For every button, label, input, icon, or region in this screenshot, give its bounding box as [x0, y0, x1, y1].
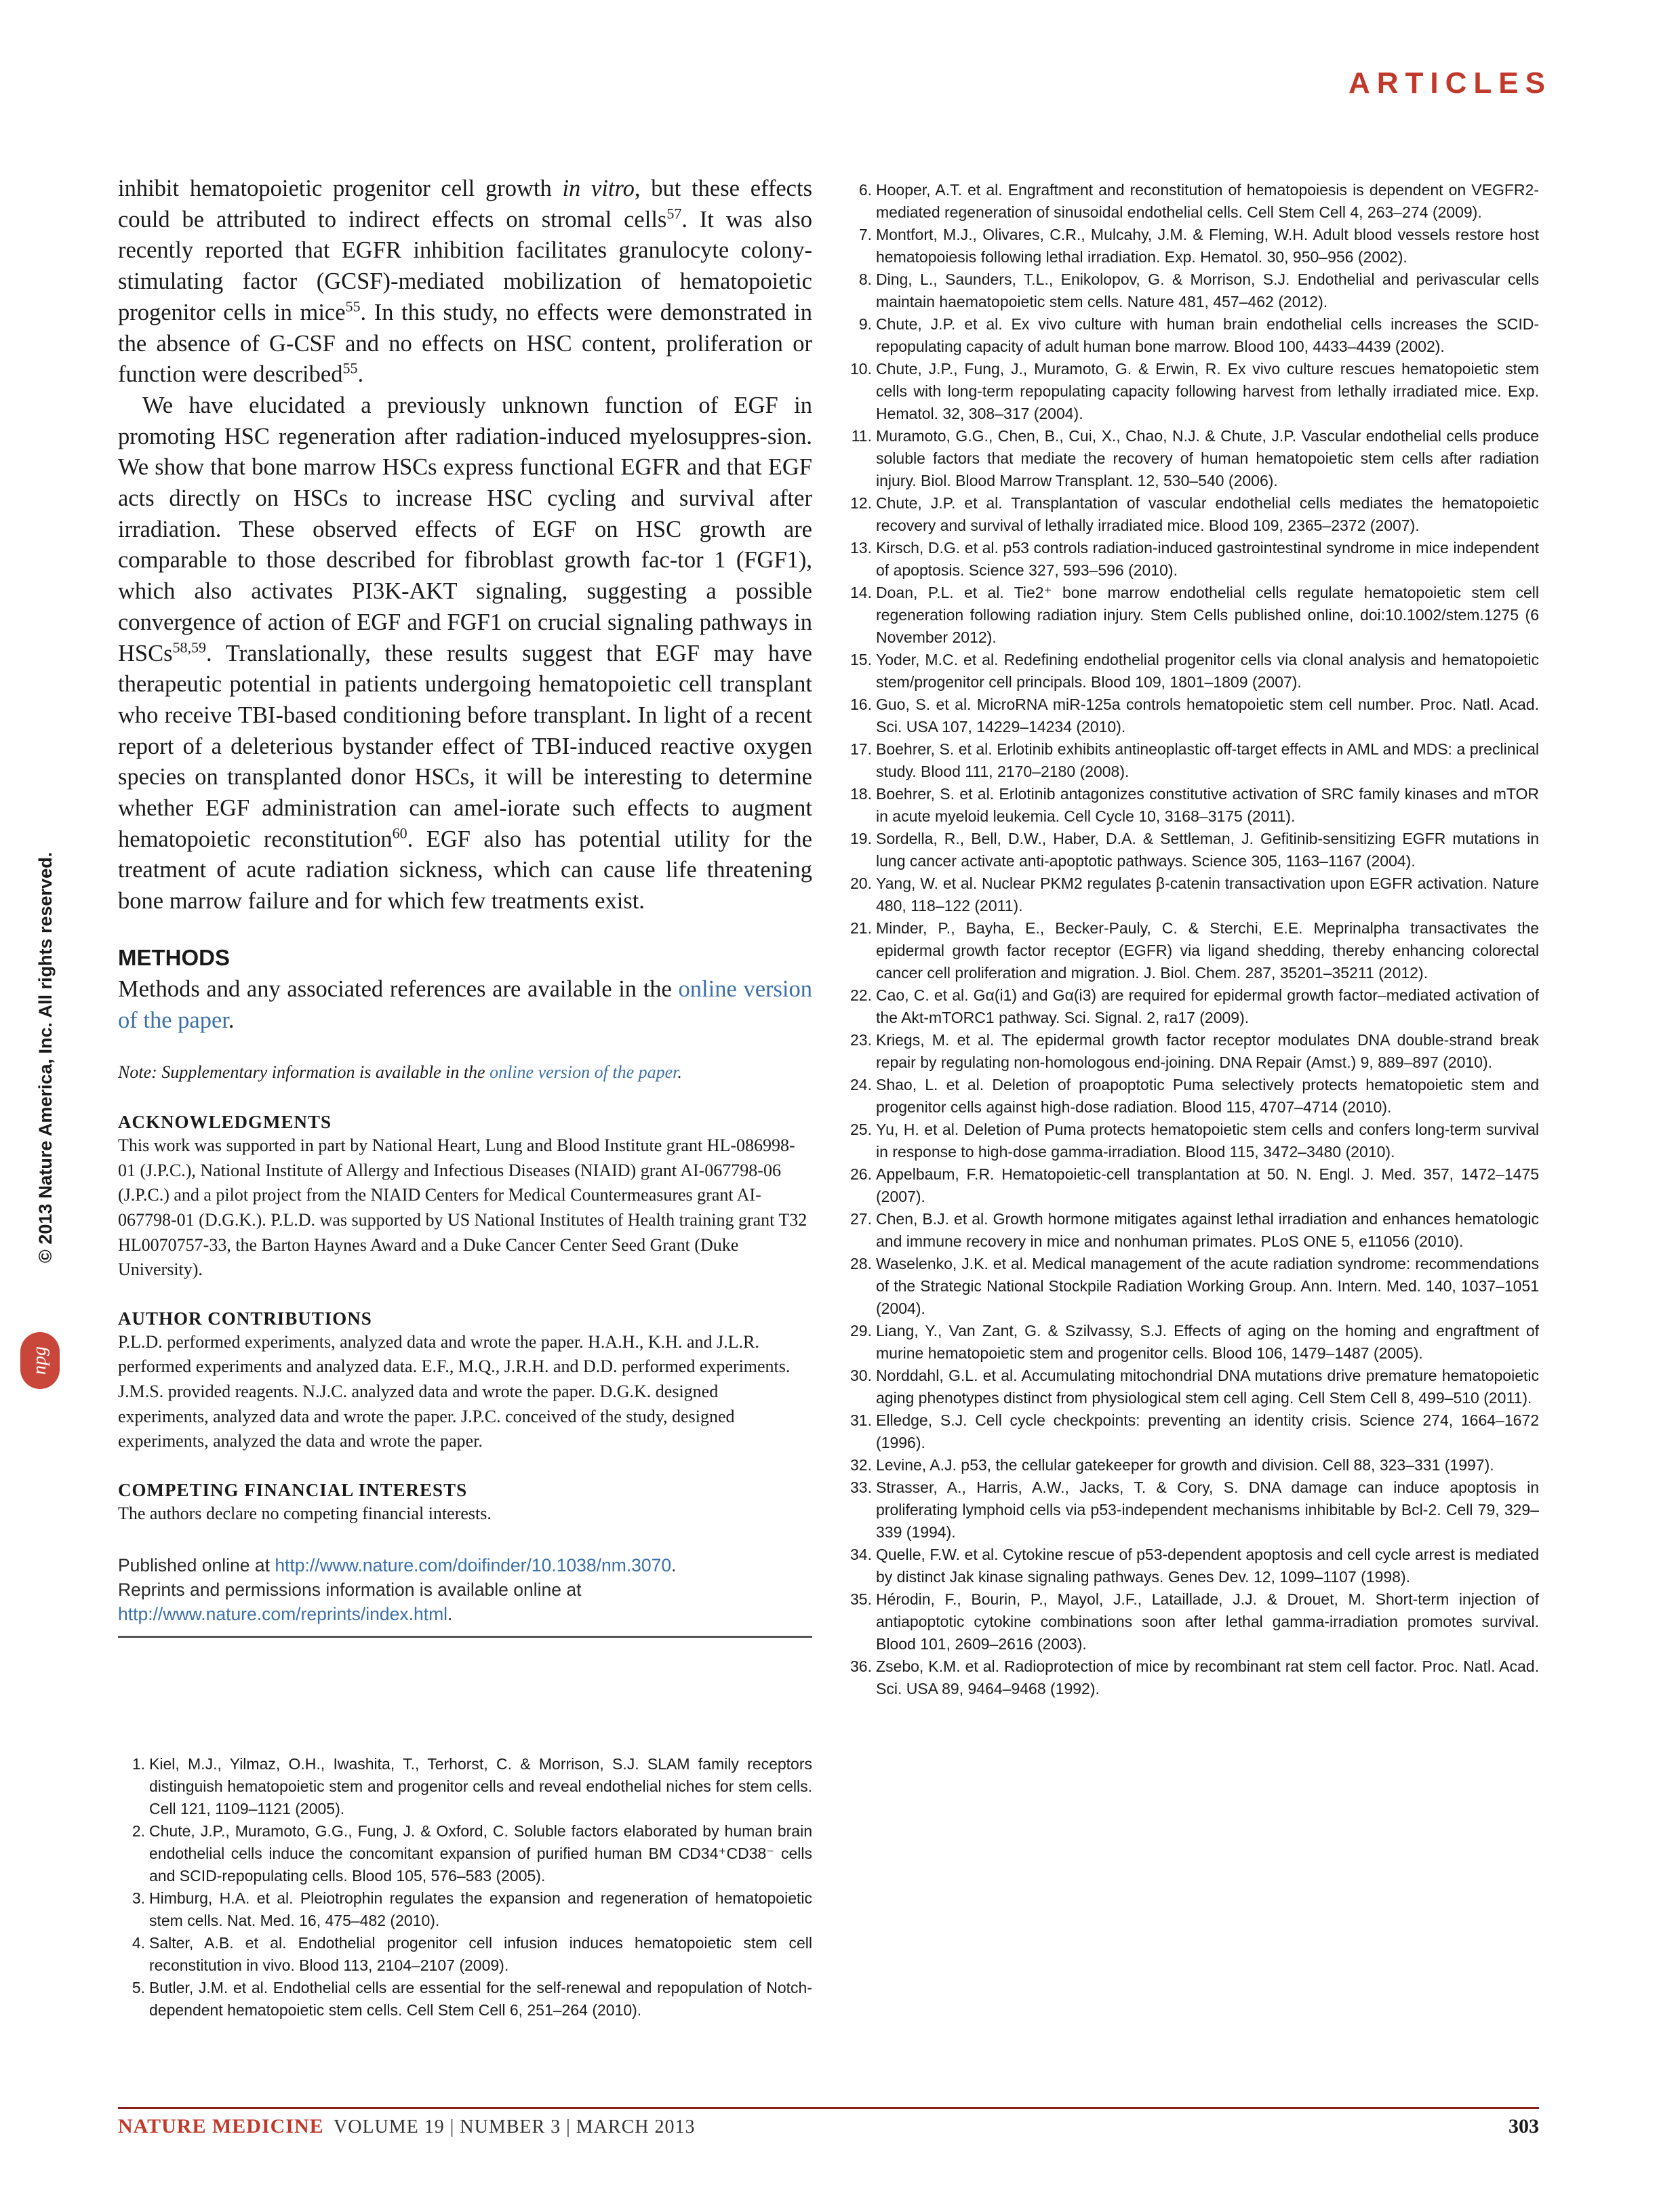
- reference-item: [845, 1029, 1539, 1074]
- npg-logo-text: npg: [29, 1346, 50, 1375]
- reference-text: Sordella, R., Bell, D.W., Haber, D.A. & Settleman, J. Gefitinib-sensitizing EGFR mutations in lung cancer activate anti-apoptotic pathways. Science 305, 1163–1167 (2004).: [876, 830, 1539, 870]
- text-run: Reprints and permissions information is available online at: [118, 1580, 582, 1601]
- body-paragraph-2: [118, 390, 812, 917]
- reference-text: Levine, A.J. p53, the cellular gatekeeper for growth and division. Cell 88, 323–331 (1997).: [876, 1456, 1494, 1474]
- competing-interests-text: The authors declare no competing financial interests.: [118, 1503, 492, 1523]
- references-right: [845, 179, 1539, 1700]
- body-paragraph-1: [118, 174, 812, 390]
- reference-text: Hérodin, F., Bourin, P., Mayol, J.F., Lataillade, J.J. & Drouet, M. Short-term injection of antiapoptotic cytokine combinations soon after lethal gamma-irradiation promotes survival. Blood 101, 2609–2616 (2003).: [876, 1590, 1539, 1653]
- reference-item: [845, 1208, 1539, 1253]
- page-number: 303: [1509, 2115, 1539, 2137]
- reference-text: Butler, J.M. et al. Endothelial cells are essential for the self-renewal and repopulation of Notch-dependent hematopoietic stem cells. Cell Stem Cell 6, 251–264 (2010).: [149, 1979, 812, 2019]
- text-run: Methods and any associated references are available in the: [118, 976, 679, 1002]
- reference-number: 35.: [850, 1590, 872, 1608]
- reference-number: 1.: [132, 1755, 145, 1773]
- author-contributions-heading: AUTHOR CONTRIBUTIONS: [118, 1308, 372, 1329]
- reference-text: Chute, J.P. et al. Ex vivo culture with human brain endothelial cells increases the SCID-repopulating capacity of adult human bone marrow. Blood 100, 4433–4439 (2002).: [876, 315, 1539, 355]
- citation: 58,59: [172, 639, 207, 656]
- reference-text: Quelle, F.W. et al. Cytokine rescue of p53-dependent apoptosis and cell cycle arrest is mediated by distinct Jak kinase signaling pathways. Genes Dev. 12, 1099–1107 (1998).: [876, 1546, 1539, 1586]
- citation: 55: [345, 298, 361, 315]
- reference-item: [118, 1932, 812, 1977]
- reference-text: Chute, J.P., Muramoto, G.G., Fung, J. & Oxford, C. Soluble factors elaborated by human brain endothelial cells induce the concomitant expansion of purified human BM CD34⁺CD38⁻ cells and SCID-repopulating cells. Blood 105, 576–583 (2005).: [149, 1822, 812, 1885]
- acknowledgments-text: This work was supported in part by National Heart, Lung and Blood Institute grant HL-086998-01 (J.P.C.), National Institute of Allergy and Infectious Diseases (NIAID) grant AI-067798-06 (J.P.C.) and a pilot project from the NIAID Centers for Medical Countermeasures grant AI-067798-01 (D.G.K.). P.L.D. was supported by US National Institutes of Health training grant T32 HL0070757-33, the Barton Haynes Award and a Duke Cancer Center Seed Grant (Duke University).: [118, 1135, 807, 1280]
- reprints-link[interactable]: http://www.nature.com/reprints/index.html: [118, 1604, 448, 1625]
- text-run: . In this study, no effects were demonstrated in the absence of G-CSF and no effects on HSC content, proliferation or function were described: [118, 299, 812, 388]
- reference-number: 33.: [850, 1479, 872, 1496]
- reference-number: 19.: [850, 830, 872, 847]
- reference-item: [118, 1753, 812, 1820]
- text-run: .: [671, 1555, 677, 1576]
- reference-number: 6.: [858, 181, 872, 199]
- section-label: ARTICLES: [1349, 66, 1552, 100]
- text-run: , but these effects could be attributed to indirect effects on stromal cells: [118, 176, 812, 233]
- reference-item: [845, 1320, 1539, 1365]
- text-run: .: [447, 1604, 453, 1625]
- reference-item: [845, 1074, 1539, 1119]
- reference-item: [845, 783, 1539, 828]
- citation: 60: [392, 824, 407, 842]
- supplementary-note: [118, 1059, 812, 1086]
- reference-item: [845, 1454, 1539, 1476]
- reference-number: 7.: [858, 226, 872, 243]
- reference-number: 3.: [132, 1889, 145, 1907]
- reference-number: 30.: [850, 1367, 872, 1384]
- doi-link[interactable]: http://www.nature.com/doifinder/10.1038/nm.3070: [275, 1555, 672, 1576]
- reference-item: [845, 1476, 1539, 1544]
- reference-item: [845, 179, 1539, 224]
- reference-item: [845, 358, 1539, 425]
- text-run: Published online at: [118, 1555, 275, 1576]
- reference-text: Guo, S. et al. MicroRNA miR-125a controls hematopoietic stem cell number. Proc. Natl. Acad. Sci. USA 107, 14229–14234 (2010).: [876, 696, 1539, 736]
- reference-item: [845, 1365, 1539, 1409]
- reference-number: 16.: [850, 696, 872, 713]
- reference-number: 31.: [850, 1411, 872, 1429]
- text-run: .: [357, 361, 364, 388]
- reference-item: [845, 537, 1539, 582]
- reference-number: 28.: [850, 1255, 872, 1272]
- npg-logo: [20, 1332, 60, 1389]
- text-run: .: [677, 1062, 682, 1083]
- reference-text: Waselenko, J.K. et al. Medical management of the acute radiation syndrome: recommendations of the Strategic National Stockpile Radiation Working Group. Ann. Intern. Med. 140, 1037–1051 (2004).: [876, 1255, 1539, 1317]
- reference-item: [845, 917, 1539, 984]
- left-column: [118, 174, 812, 1638]
- reference-item: [845, 693, 1539, 738]
- reference-item: [845, 425, 1539, 492]
- reference-number: 18.: [850, 785, 872, 803]
- reference-text: Salter, A.B. et al. Endothelial progenitor cell infusion induces hematopoietic stem cell reconstitution in vivo. Blood 113, 2104–2107 (2009).: [149, 1934, 812, 1974]
- acknowledgments-heading: ACKNOWLEDGMENTS: [118, 1112, 332, 1133]
- reference-item: [118, 1820, 812, 1887]
- citation: 55: [342, 359, 358, 377]
- reference-text: Ding, L., Saunders, T.L., Enikolopov, G. & Morrison, S.J. Endothelial and perivascular cells maintain haematopoietic stem cells. Nature 481, 457–462 (2012).: [876, 270, 1539, 310]
- reference-text: Appelbaum, F.R. Hematopoietic-cell transplantation at 50. N. Engl. J. Med. 357, 1472–1475 (2007).: [876, 1165, 1539, 1205]
- publication-info: [118, 1553, 812, 1626]
- reference-text: Elledge, S.J. Cell cycle checkpoints: preventing an identity crisis. Science 274, 1664–1672 (1996).: [876, 1411, 1539, 1451]
- reference-item: [845, 1409, 1539, 1454]
- reference-item: [845, 649, 1539, 693]
- reference-number: 10.: [850, 360, 872, 378]
- text-run: . Translationally, these results suggest that EGF may have therapeutic potential in patients undergoing hematopoietic cell transplant who receive TBI-based conditioning before transplant. In light of a recent report of a deleterious bystander effect of TBI-induced reactive oxygen species on transplanted donor HSCs, it will be interesting to determine whether EGF administration can amel-iorate such effects to augment hematopoietic reconstitution: [118, 640, 812, 852]
- reference-text: Muramoto, G.G., Chen, B., Cui, X., Chao, N.J. & Chute, J.P. Vascular endothelial cells produce soluble factors that mediate the recovery of human hematopoietic stem cells after radiation injury. Biol. Blood Marrow Transplant. 12, 530–540 (2006).: [876, 427, 1539, 489]
- reference-item: [845, 582, 1539, 649]
- reference-text: Boehrer, S. et al. Erlotinib antagonizes constitutive activation of SRC family kinases and mTOR in acute myeloid leukemia. Cell Cycle 10, 3168–3175 (2011).: [876, 785, 1539, 825]
- citation: 57: [666, 205, 682, 222]
- text-run: inhibit hematopoietic progenitor cell growth: [118, 176, 563, 201]
- reference-number: 32.: [850, 1456, 872, 1474]
- reference-number: 24.: [850, 1076, 872, 1093]
- text-run: . EGF also has potential utility for the treatment of acute radiation sickness, which can cause life threatening bone marrow failure and for which few treatments exist.: [118, 826, 812, 914]
- divider: [118, 1636, 812, 1638]
- reference-text: Himburg, H.A. et al. Pleiotrophin regulates the expansion and regeneration of hematopoietic stem cells. Nat. Med. 16, 475–482 (2010).: [149, 1889, 812, 1929]
- reference-item: [845, 872, 1539, 917]
- reference-item: [845, 1588, 1539, 1655]
- reference-item: [118, 1887, 812, 1932]
- reference-list: [118, 1753, 812, 2022]
- reference-text: Montfort, M.J., Olivares, C.R., Mulcahy, J.M. & Fleming, W.H. Adult blood vessels restore host hematopoiesis following lethal irradiation. Exp. Hematol. 30, 950–956 (2002).: [876, 226, 1539, 266]
- text-run: We have elucidated a previously unknown function of EGF in promoting HSC regeneration after radiation-induced myelosuppres-sion. We show that bone marrow HSCs express functional EGFR and that EGF acts directly on HSCs to increase HSC cycling and survival after irradiation. These observed effects of EGF on HSC growth are comparable to those described for fibroblast growth fac-tor 1 (FGF1), which also activates PI3K-AKT signaling, suggesting a possible convergence of action of EGF and FGF1 on crucial signaling pathways in HSCs: [118, 392, 812, 666]
- reference-number: 13.: [850, 539, 872, 557]
- references-left: [118, 1753, 812, 2022]
- reference-text: Liang, Y., Van Zant, G. & Szilvassy, S.J. Effects of aging on the homing and engraftment of murine hematopoietic stem and progenitor cells. Blood 106, 1479–1487 (2005).: [876, 1322, 1539, 1362]
- reference-number: 23.: [850, 1031, 872, 1049]
- reference-item: [845, 1655, 1539, 1700]
- reference-number: 14.: [850, 584, 872, 601]
- reference-number: 25.: [850, 1121, 872, 1138]
- reference-item: [845, 268, 1539, 313]
- reference-text: Cao, C. et al. Gα(i1) and Gα(i3) are required for epidermal growth factor–mediated activation of the Akt-mTORC1 pathway. Sci. Signal. 2, ra17 (2009).: [876, 986, 1539, 1026]
- reference-text: Kiel, M.J., Yilmaz, O.H., Iwashita, T., Terhorst, C. & Morrison, S.J. SLAM family receptors distinguish hematopoietic stem and progenitor cells and reveal endothelial niches for stem cells. Cell 121, 1109–1121 (2005).: [149, 1755, 812, 1817]
- text-run: Note: Supplementary information is available in the: [118, 1062, 490, 1083]
- reference-text: Strasser, A., Harris, A.W., Jacks, T. & Cory, S. DNA damage can induce apoptosis in proliferating lymphoid cells via p53-independent mechanisms inhibitable by Bcl-2. Cell 79, 329–339 (1994).: [876, 1479, 1539, 1541]
- reference-number: 11.: [851, 427, 872, 445]
- author-contributions-text: P.L.D. performed experiments, analyzed data and wrote the paper. H.A.H., K.H. and J.L.R. performed experiments and analyzed data. E.F., M.Q., J.R.H. and D.D. performed experiments. J.M.S. provided reagents. N.J.C. analyzed data and wrote the paper. D.G.K. designed experiments, analyzed data and wrote the paper. J.P.C. conceived of the study, designed experiments, analyzed the data and wrote the paper.: [118, 1331, 791, 1451]
- reference-number: 15.: [850, 651, 872, 668]
- reference-item: [845, 1163, 1539, 1208]
- online-version-link[interactable]: online version of the paper: [118, 976, 813, 1033]
- reference-text: Yang, W. et al. Nuclear PKM2 regulates β-catenin transactivation upon EGFR activation. Nature 480, 118–122 (2011).: [876, 874, 1539, 914]
- reference-number: 34.: [850, 1546, 872, 1563]
- reference-number: 36.: [850, 1657, 872, 1675]
- reference-number: 26.: [850, 1165, 872, 1183]
- competing-interests-heading: COMPETING FINANCIAL INTERESTS: [118, 1479, 468, 1500]
- reference-text: Kriegs, M. et al. The epidermal growth factor receptor modulates DNA double-strand break repair by regulating non-homologous end-joining. DNA Repair (Amst.) 9, 889–897 (2010).: [876, 1031, 1539, 1071]
- reference-number: 20.: [850, 874, 872, 892]
- reference-number: 8.: [858, 270, 872, 288]
- reference-number: 9.: [858, 315, 872, 333]
- reference-number: 21.: [850, 919, 872, 937]
- reference-text: Chen, B.J. et al. Growth hormone mitigates against lethal irradiation and enhances hematologic and immune recovery in mice and nonhuman primates. PLoS ONE 5, e11056 (2010).: [876, 1210, 1539, 1250]
- reference-item: [845, 1253, 1539, 1320]
- footer-divider: [118, 2107, 1539, 2109]
- reference-item: [845, 492, 1539, 537]
- reference-item: [845, 738, 1539, 783]
- methods-heading: METHODS: [118, 944, 230, 970]
- reference-number: 5.: [132, 1979, 145, 1996]
- reference-item: [845, 1119, 1539, 1163]
- reference-text: Chute, J.P. et al. Transplantation of vascular endothelial cells mediates the hematopoietic recovery and survival of lethally irradiated mice. Blood 109, 2365–2372 (2007).: [876, 494, 1539, 534]
- reference-number: 4.: [132, 1934, 145, 1952]
- reference-item: [845, 828, 1539, 872]
- reference-item: [845, 984, 1539, 1029]
- copyright-notice: © 2013 Nature America, Inc. All rights reserved.: [35, 851, 56, 1264]
- reference-text: Shao, L. et al. Deletion of proapoptotic Puma selectively protects hematopoietic stem and progenitor cells against high-dose radiation. Blood 115, 4707–4714 (2010).: [876, 1076, 1539, 1116]
- reference-text: Boehrer, S. et al. Erlotinib exhibits antineoplastic off-target effects in AML and MDS: a preclinical study. Blood 111, 2170–2180 (2008).: [876, 740, 1539, 780]
- issue-info: VOLUME 19 | NUMBER 3 | MARCH 2013: [334, 2116, 696, 2137]
- reference-number: 2.: [132, 1822, 145, 1840]
- reference-item: [845, 224, 1539, 268]
- journal-name: NATURE MEDICINE: [118, 2115, 324, 2137]
- reference-number: 29.: [850, 1322, 872, 1340]
- text-run: .: [228, 1007, 235, 1033]
- reference-number: 27.: [850, 1210, 872, 1228]
- reference-item: [845, 313, 1539, 358]
- reference-text: Doan, P.L. et al. Tie2⁺ bone marrow endothelial cells regulate hematopoietic stem cell regeneration following radiation injury. Stem Cells published online, doi:10.1002/stem.1275 (6 November 2012).: [876, 584, 1539, 646]
- reference-text: Yu, H. et al. Deletion of Puma protects hematopoietic stem cells and confers long-term survival in response to high-dose gamma-irradiation. Blood 115, 3472–3480 (2010).: [876, 1121, 1539, 1161]
- supplementary-link[interactable]: online version of the paper: [490, 1062, 678, 1083]
- reference-number: 12.: [850, 494, 872, 512]
- reference-item: [845, 1544, 1539, 1588]
- reference-text: Yoder, M.C. et al. Redefining endothelial progenitor cells via clonal analysis and hematopoietic stem/progenitor cell principals. Blood 109, 1801–1809 (2007).: [876, 651, 1539, 691]
- reference-number: 22.: [850, 986, 872, 1004]
- methods-text: [118, 974, 812, 1036]
- reference-text: Hooper, A.T. et al. Engraftment and reconstitution of hematopoiesis is dependent on VEGFR2-mediated regeneration of sinusoidal endothelial cells. Cell Stem Cell 4, 263–274 (2009).: [876, 181, 1539, 221]
- reference-text: Norddahl, G.L. et al. Accumulating mitochondrial DNA mutations drive premature hematopoietic aging phenotypes distinct from physiological stem cell aging. Cell Stem Cell 8, 499–510 (2011).: [876, 1367, 1539, 1407]
- reference-number: 17.: [850, 740, 872, 758]
- reference-list: [845, 179, 1539, 1700]
- reference-text: Minder, P., Bayha, E., Becker-Pauly, C. & Sterchi, E.E. Meprinalpha transactivates the epidermal growth factor receptor (EGFR) via ligand shedding, thereby enhancing colorectal cancer cell proliferation and migration. J. Biol. Chem. 287, 35201–35211 (2012).: [876, 919, 1539, 982]
- reference-text: Chute, J.P., Fung, J., Muramoto, G. & Erwin, R. Ex vivo culture rescues hematopoietic stem cells with long-term repopulating capacity following harvest from lethally irradiated mice. Exp. Hematol. 32, 308–317 (2004).: [876, 360, 1539, 422]
- text-run: in vitro: [562, 176, 635, 201]
- reference-text: Zsebo, K.M. et al. Radioprotection of mice by recombinant rat stem cell factor. Proc. Natl. Acad. Sci. USA 89, 9464–9468 (1992).: [876, 1657, 1539, 1697]
- reference-item: [118, 1977, 812, 2022]
- reference-text: Kirsch, D.G. et al. p53 controls radiation-induced gastrointestinal syndrome in mice independent of apoptosis. Science 327, 593–596 (2010).: [876, 539, 1539, 579]
- text-run: . It was also recently reported that EGFR inhibition facilitates granulocyte colony-stimulating factor (GCSF)-mediated mobilization of hematopoietic progenitor cells in mice: [118, 206, 812, 325]
